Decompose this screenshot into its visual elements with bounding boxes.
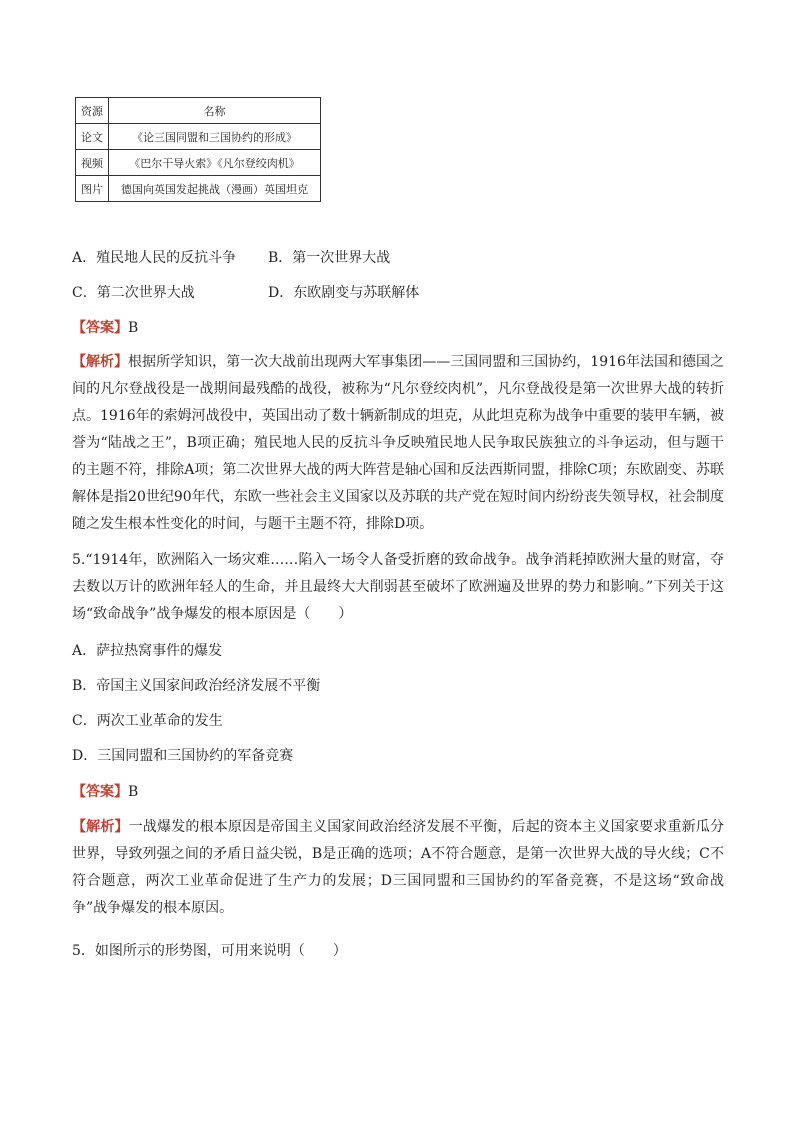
q1-answer <box>72 318 138 338</box>
table-header: 资源 <box>76 98 109 124</box>
table-cell: 《论三国同盟和三国协约的形成》 <box>109 124 321 150</box>
analysis-label: 【解析】 <box>72 354 129 370</box>
q2-option-a: A．萨拉热窝事件的爆发 <box>72 643 223 659</box>
q2-option-b: B．帝国主义国家间政治经济发展不平衡 <box>72 678 321 694</box>
answer-label: 【答案】 <box>72 320 128 336</box>
analysis-text: 根据所学知识，第一次大战前出现两大军事集团——三国同盟和三国协约，1916年法国和德国之间的凡尔登战役是一战期间最残酷的战役，被称为“凡尔登绞肉机”，凡尔登战役是第一次世界大战的转折点。1916年的索姆河战役中，英国出动了数十辆新制成的坦克，从此坦克称为战争中重要的装甲车辆，被誉为“陆战之王”，B项正确；殖民地人民的反抗斗争反映殖民地人民争取民族独立的斗争运动，但与题干的主题不符，排除A项；第二次世界大战的两大阵营是轴心国和反法西斯同盟，排除C项；东欧剧变、苏联解体是指20世纪90年代，东欧一些社会主义国家以及苏联的共产党在短时间内纷纷丧失领导权，社会制度随之发生根本性变化的时间，与题干主题不符，排除D项。 <box>72 354 724 532</box>
q2-answer <box>72 782 138 802</box>
q2-option-c: C．两次工业革命的发生 <box>72 713 223 729</box>
table-cell: 论文 <box>76 124 109 150</box>
q1-option-d: D．东欧剧变与苏联解体 <box>268 285 420 301</box>
answer-label: 【答案】 <box>72 784 128 800</box>
table-cell: 视频 <box>76 150 109 176</box>
q3-stem: 5．如图所示的形势图，可用来说明（ ） <box>72 943 347 959</box>
table-cell: 德国向英国发起挑战（漫画）英国坦克 <box>109 176 321 202</box>
q1-option-a: A．殖民地人民的反抗斗争 <box>72 250 237 266</box>
analysis-text: 一战爆发的根本原因是帝国主义国家间政治经济发展不平衡，后起的资本主义国家要求重新瓜分世界，导致列强之间的矛盾日益尖锐，B是正确的选项；A不符合题意，是第一次世界大战的导火线；C不符合题意，两次工业革命促进了生产力的发展；D三国同盟和三国协约的军备竞赛，不是这场“致命战争”战争爆发的根本原因。 <box>72 819 725 916</box>
table-cell: 图片 <box>76 176 109 202</box>
table-row <box>76 176 321 202</box>
answer-value: B <box>128 320 139 336</box>
table-header: 名称 <box>109 98 321 124</box>
table-header-row <box>76 98 321 124</box>
q1-option-b: B．第一次世界大战 <box>268 250 391 266</box>
resource-table <box>75 97 321 202</box>
table-row <box>76 150 321 176</box>
q1-analysis <box>72 349 724 538</box>
q2-analysis <box>72 814 724 922</box>
q1-option-c: C．第二次世界大战 <box>72 285 195 301</box>
q2-stem: 5.“1914年，欧洲陷入一场灾难……陷入一场令人备受折磨的致命战争。战争消耗掉欧洲大量的财富，夺去数以万计的欧洲年轻人的生命，并且最终大大削弱甚至破坏了欧洲遍及世界的势力和影响。”下列关于这场“致命战争”战争爆发的根本原因是（ ） <box>72 552 724 622</box>
q2-option-d: D．三国同盟和三国协约的军备竞赛 <box>72 748 294 764</box>
analysis-label: 【解析】 <box>72 819 129 835</box>
answer-value: B <box>128 784 139 800</box>
table-cell: 《巴尔干导火索》《凡尔登绞肉机》 <box>109 150 321 176</box>
table-row <box>76 124 321 150</box>
